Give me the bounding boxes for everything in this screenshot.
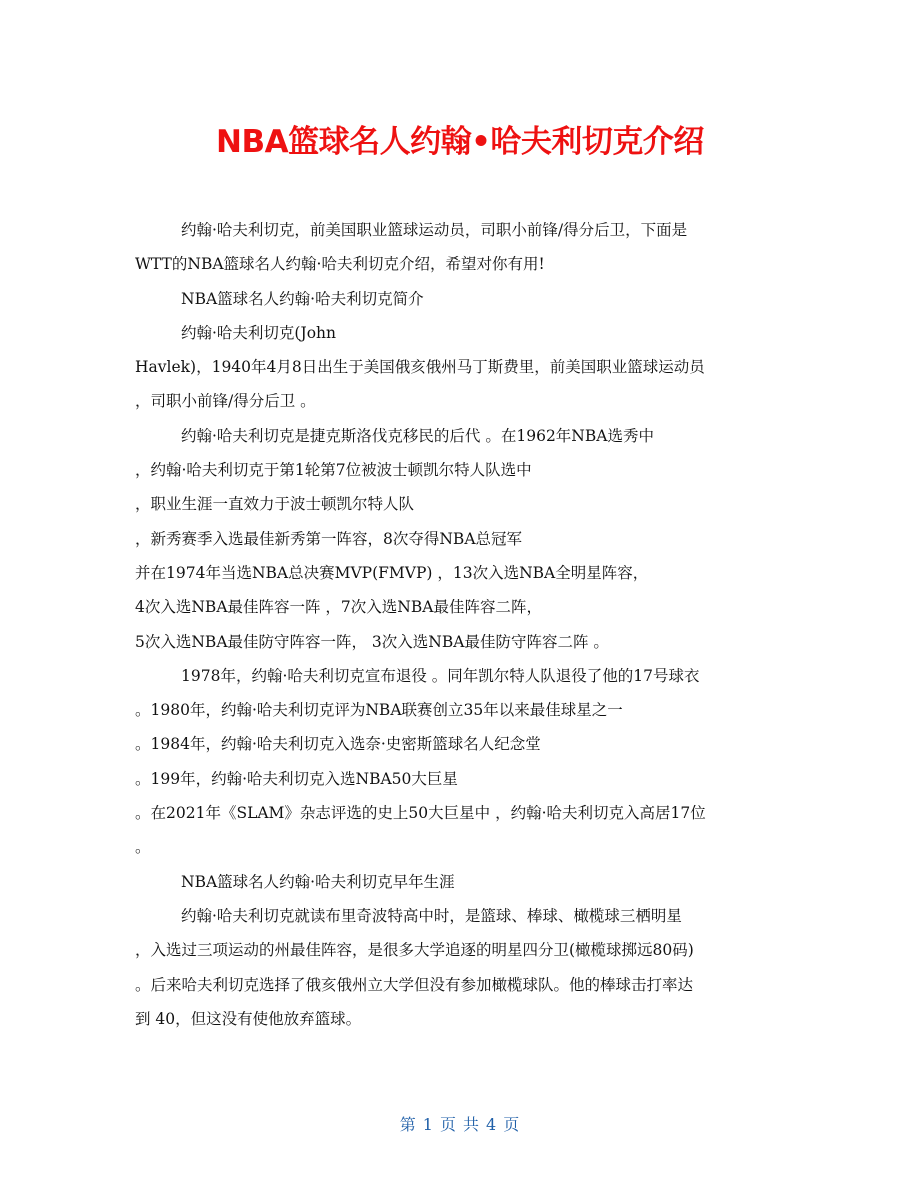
- paragraph-line: ，入选过三项运动的州最佳阵容，是很多大学追逐的明星四分卫(橄榄球掷远80码): [135, 941, 694, 960]
- section-heading: NBA篮球名人约翰·哈夫利切克早年生涯: [181, 872, 455, 891]
- paragraph-line: ，新秀赛季入选最佳新秀第一阵容，8次夺得NBA总冠军: [135, 529, 523, 548]
- footer-label-page: 第: [399, 1115, 417, 1134]
- paragraph-line: 约翰·哈夫利切克就读布里奇波特高中时，是篮球、棒球、橄榄球三栖明星: [181, 906, 682, 925]
- section-heading: NBA篮球名人约翰·哈夫利切克简介: [181, 289, 424, 308]
- paragraph-line: ，职业生涯一直效力于波士顿凯尔特人队: [135, 495, 415, 514]
- paragraph-line: WTT的NBA篮球名人约翰·哈夫利切克介绍，希望对你有用!: [135, 255, 545, 274]
- footer-label-of: 页 共: [439, 1115, 481, 1134]
- article-body: [135, 213, 790, 1036]
- paragraph-line: 约翰·哈夫利切克是捷克斯洛伐克移民的后代 。在1962年NBA选秀中: [181, 426, 654, 445]
- paragraph-line: 。199年，约翰·哈夫利切克入选NBA50大巨星: [135, 769, 458, 788]
- paragraph-line: 1978年，约翰·哈夫利切克宣布退役 。同年凯尔特人队退役了他的17号球衣: [181, 666, 700, 685]
- page-footer: [0, 1112, 920, 1135]
- footer-total-pages: 4: [486, 1115, 498, 1134]
- footer-label-end: 页: [503, 1115, 521, 1134]
- paragraph-line: 。1980年，约翰·哈夫利切克评为NBA联赛创立35年以来最佳球星之一: [135, 701, 623, 720]
- paragraph-line: 。后来哈夫利切克选择了俄亥俄州立大学但没有参加橄榄球队。他的棒球击打率达: [135, 975, 694, 994]
- paragraph-line: ，约翰·哈夫利切克于第1轮第7位被波士顿凯尔特人队选中: [135, 461, 532, 480]
- paragraph-line: 。1984年，约翰·哈夫利切克入选奈·史密斯篮球名人纪念堂: [135, 735, 541, 754]
- paragraph-line: 并在1974年当选NBA总决赛MVP(FMVP) ，13次入选NBA全明星阵容，: [135, 563, 649, 582]
- paragraph-line: 5次入选NBA最佳防守阵容一阵， 3次入选NBA最佳防守阵容二阵 。: [135, 632, 609, 651]
- paragraph-line: 约翰·哈夫利切克，前美国职业篮球运动员，司职小前锋/得分后卫，下面是: [181, 221, 688, 239]
- paragraph-line: 。在2021年《SLAM》杂志评选的史上50大巨星中 ，约翰·哈夫利切克入高居17位: [135, 804, 706, 823]
- paragraph-line: 4次入选NBA最佳阵容一阵 ，7次入选NBA最佳阵容二阵，: [135, 598, 542, 617]
- paragraph-line: 到 40，但这没有使他放弃篮球。: [135, 1009, 362, 1028]
- paragraph-line: 约翰·哈夫利切克(John: [181, 323, 336, 342]
- paragraph-line: Havlek)，1940年4月8日出生于美国俄亥俄州马丁斯费里，前美国职业篮球运动员: [135, 358, 705, 377]
- paragraph-line: ，司职小前锋/得分后卫 。: [135, 392, 316, 411]
- footer-current-page: 1: [422, 1115, 434, 1134]
- page-title: NBA篮球名人约翰•哈夫利切克介绍: [216, 124, 704, 160]
- paragraph-line: 。: [135, 838, 151, 857]
